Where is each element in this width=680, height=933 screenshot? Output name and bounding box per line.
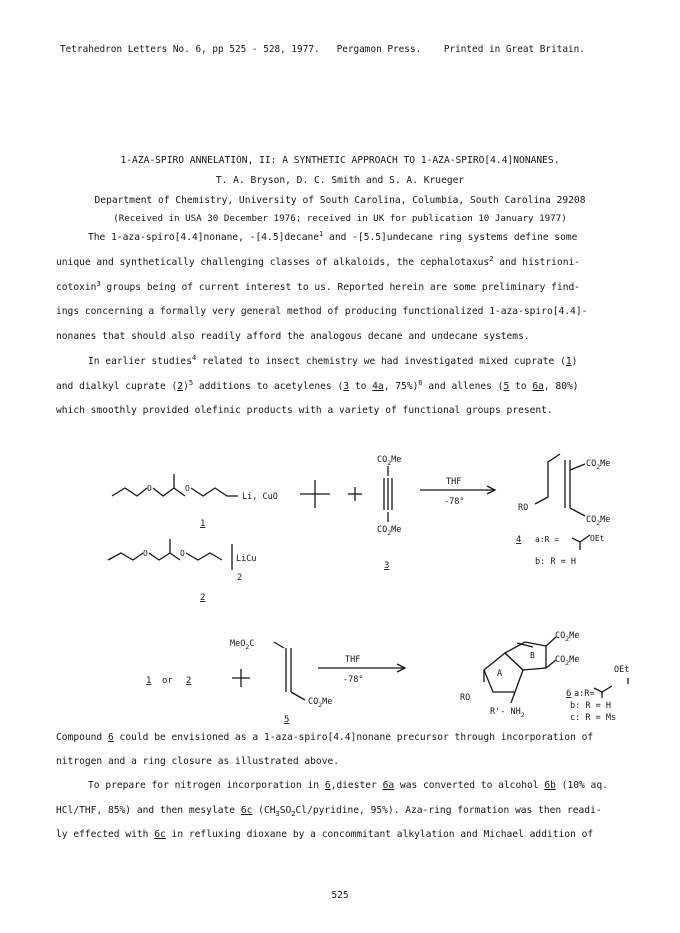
text-run: HCl/THF, 85%) and then mesylate: [56, 805, 241, 816]
text-run: could be envisioned as a 1-aza-spiro[4.4]nonane precursor through incorporation of: [113, 732, 594, 743]
oxygen-label: O: [180, 549, 185, 558]
product-6a-substituent: [594, 686, 612, 692]
paragraph-3-line-2: nitrogen and a ring closure as illustrated above.: [56, 756, 340, 767]
bond: [570, 508, 585, 516]
arrow-temperature: -78°: [444, 497, 465, 507]
footnote-ref: 6: [418, 378, 423, 387]
ring-a: [484, 653, 523, 692]
subscript: 2: [291, 809, 296, 818]
co2me-me: Me: [600, 515, 611, 525]
co2me-me: Me: [322, 697, 333, 707]
co2me-sub: 2: [318, 701, 323, 709]
co2me-co: CO: [555, 655, 566, 665]
footnote-ref: 4: [191, 353, 197, 362]
compound-ref: 3: [343, 381, 350, 392]
ester-label: [308, 697, 332, 709]
co2me-sub: 2: [387, 459, 392, 467]
compound-ref: 2: [177, 381, 184, 392]
compound-ref: 6a: [382, 780, 395, 791]
label-4a: a:R =: [535, 535, 560, 544]
co2me-co: CO: [377, 525, 388, 535]
compound-ref: 6: [107, 732, 114, 743]
text-run: and -[5.5]undecane ring systems define some: [323, 232, 578, 243]
text-run: additions to acetylenes (: [193, 381, 344, 392]
text-run: To prepare for nitrogen incorporation in: [88, 780, 325, 791]
cmpd-5-label: 5: [284, 715, 290, 725]
meo2c-meo: MeO: [230, 639, 246, 649]
ring-a-label: A: [497, 669, 503, 679]
paragraph-1-line-5: nonanes that should also readily afford the analogous decane and undecane systems.: [56, 331, 530, 342]
reagent-li-cuo: Li, CuO: [242, 492, 278, 502]
paragraph-2-line-3: which smoothly provided olefinic products with a variety of functional groups present.: [56, 405, 553, 416]
ester-mid-6: [555, 655, 579, 667]
ester-top: [377, 455, 401, 467]
amine-label: [490, 707, 525, 719]
text-run: to: [509, 381, 533, 392]
label-6b: b: R = H: [570, 701, 611, 711]
ring-b: [505, 642, 546, 670]
bond: [511, 692, 515, 703]
paragraph-2-line-2: [56, 378, 579, 392]
cmpd-3-label: 3: [384, 561, 390, 571]
co2me-sub: 2: [565, 659, 570, 667]
amine-sub: 2: [520, 711, 525, 719]
footnote-ref: 3: [96, 279, 101, 288]
reaction-scheme-1: [0, 440, 680, 610]
co2me-co: CO: [586, 515, 597, 525]
paragraph-1-line-1: [88, 229, 578, 243]
ro-label: RO: [460, 693, 471, 703]
arrow-solvent: THF: [446, 477, 462, 487]
oxygen-label: O: [147, 484, 152, 493]
compound-ref: 4a: [372, 381, 384, 392]
text-run: SO: [279, 805, 292, 816]
arrow-temperature: -78°: [343, 675, 364, 685]
compound-ref: 5: [503, 381, 510, 392]
cuprate-2-chain: [149, 553, 180, 560]
oxygen-label: O: [185, 484, 190, 493]
paragraph-1-line-4: ings concerning a formally very general method of producing functionalized 1-aza-spiro[4.4]-: [56, 306, 588, 317]
ester-bottom: [377, 525, 401, 537]
label-6a: a:R=: [574, 689, 595, 699]
text-run: in refluxing dioxane by a concommitant alkylation and Michael addition of: [165, 829, 594, 840]
cmpd-1-ref: 1: [146, 676, 152, 686]
ester-bottom-4: [586, 515, 610, 527]
printed-location: Printed in Great Britain.: [443, 44, 585, 55]
co2me-sub: 2: [596, 519, 601, 527]
text-run: , 80%): [543, 381, 579, 392]
co2me-me: Me: [391, 455, 402, 465]
text-run: and allenes (: [422, 381, 504, 392]
paragraph-2-line-1: [88, 353, 578, 367]
oet-4a: OEt: [590, 534, 605, 543]
cuprate-1-chain: [112, 488, 147, 496]
cuprate-2-chain: [186, 553, 222, 560]
reaction-scheme-2: [0, 620, 680, 725]
co2me-co: CO: [377, 455, 388, 465]
paragraph-4-line-2: [56, 805, 602, 816]
ester-top-4: [586, 459, 610, 471]
text-run: ly effected with: [56, 829, 155, 840]
amine-r-nh: R'- NH: [490, 707, 521, 717]
co2me-sub: 2: [565, 635, 570, 643]
co2me-sub: 2: [596, 463, 601, 471]
label-4b: b: R = H: [535, 557, 576, 567]
co2me-me: Me: [569, 631, 580, 641]
text-run: ): [183, 381, 189, 392]
compound-ref: 1: [565, 356, 572, 367]
text-run: related to insect chemistry we had investigated mixed cuprate (: [196, 356, 566, 367]
text-run: , 75%): [383, 381, 419, 392]
co2me-me: Me: [600, 459, 611, 469]
meo2c-sub: 2: [245, 643, 250, 651]
text-run: (10% aq.: [555, 780, 608, 791]
meo2c-c: C: [249, 639, 255, 649]
ring-b-label: B: [530, 651, 535, 660]
affiliation: Department of Chemistry, University of South Carolina, Columbia, South Carolina 29208: [94, 195, 586, 206]
co2me-co: CO: [586, 459, 597, 469]
text-run: Cl/pyridine, 95%). Aza-ring formation was then readi-: [295, 805, 602, 816]
co2me-me: Me: [391, 525, 402, 535]
subscript: 3: [275, 809, 280, 818]
ro-label: RO: [518, 503, 529, 513]
compound-ref: 6c: [154, 829, 166, 840]
product-4a-substituent: [572, 535, 590, 542]
co2me-me: Me: [569, 655, 580, 665]
compound-ref: 6: [324, 780, 331, 791]
publisher: Pergamon Press.: [336, 44, 422, 55]
product-4-chain: [535, 454, 560, 504]
compound-ref: 6b: [544, 780, 556, 791]
text-run: The 1-aza-spiro[4.4]nonane, -[4.5]decane: [88, 232, 320, 243]
text-run: to: [349, 381, 373, 392]
meo2c-label: [230, 639, 254, 651]
paragraph-1-line-2: [56, 254, 581, 268]
arrow-solvent: THF: [345, 655, 361, 665]
paragraph-4-line-3: [56, 829, 593, 840]
text-run: groups being of current interest to us. Reported herein are some preliminary find-: [100, 282, 581, 293]
ester-top-6: [555, 631, 579, 643]
co2me-co: CO: [308, 697, 319, 707]
cuprate-2-chain: [108, 553, 143, 560]
footnote-ref: 5: [188, 378, 194, 387]
compound-ref: 6a: [532, 381, 544, 392]
text-run: cotoxin: [56, 282, 97, 293]
text-run: ): [571, 356, 578, 367]
cuprate-1-chain: [153, 488, 185, 496]
paragraph-1-line-3: [56, 279, 581, 293]
text-run: was converted to alcohol: [394, 780, 545, 791]
cuprate-1-chain: [191, 488, 238, 496]
footnote-ref: 1: [319, 229, 324, 238]
paragraph-4-line-1: [88, 780, 608, 791]
cmpd-6-label: 6: [566, 689, 572, 699]
cmpd-4-label: 4: [516, 535, 522, 545]
text-run: Compound: [56, 732, 108, 743]
cmpd-2-label: 2: [200, 593, 206, 603]
oet-6a: OEt: [614, 665, 630, 675]
text-run: (CH: [252, 805, 276, 816]
article-authors: T. A. Bryson, D. C. Smith and S. A. Krueger: [215, 175, 465, 186]
cmpd-1-label: 1: [200, 519, 206, 529]
received-dates: (Received in USA 30 December 1976; received in UK for publication 10 January 1977): [113, 213, 567, 224]
cmpd-2-ref: 2: [186, 676, 192, 686]
co2me-sub: 2: [387, 529, 392, 537]
or-label: or: [162, 676, 173, 686]
text-run: unique and synthetically challenging classes of alkaloids, the cephalotaxus: [56, 257, 490, 268]
text-run: ,diester: [330, 780, 383, 791]
bond: [274, 642, 284, 648]
co2me-co: CO: [555, 631, 566, 641]
page-number: 525: [331, 890, 349, 901]
oxygen-label: O: [143, 549, 148, 558]
label-6c: c: R = Ms: [570, 713, 617, 723]
footnote-ref: 2: [489, 254, 494, 263]
bond: [570, 464, 585, 470]
running-header: [60, 44, 585, 55]
article-title: 1-AZA-SPIRO ANNELATION, II: A SYNTHETIC APPROACH TO 1-AZA-SPIRO[4.4]NONANES.: [120, 155, 560, 166]
text-run: and dialkyl cuprate (: [56, 381, 178, 392]
text-run: In earlier studies: [88, 356, 192, 367]
text-run: and histrioni-: [493, 257, 581, 268]
bond: [291, 692, 305, 700]
cuprate-count: 2: [237, 573, 243, 583]
compound-ref: 6c: [240, 805, 253, 816]
paragraph-3-line-1: [56, 732, 593, 743]
journal-citation: Tetrahedron Letters No. 6, pp 525 - 528, 1977.: [60, 44, 320, 55]
reagent-licu: LiCu: [236, 554, 257, 564]
